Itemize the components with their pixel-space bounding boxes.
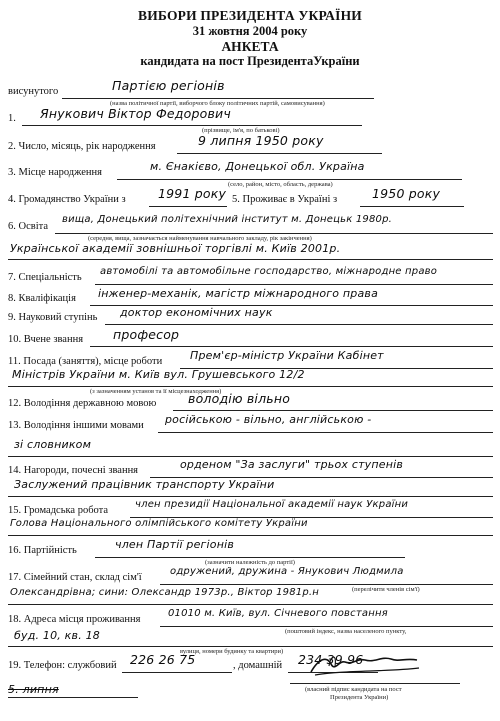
field-10-line: [90, 346, 493, 347]
title-value: професор: [113, 327, 180, 342]
field-7-label: 7. Спеціальність: [8, 272, 82, 283]
field-3-caption: (село, район, місто, область, держава): [228, 181, 333, 188]
party-value: член Партії регіонів: [115, 538, 235, 551]
work-phone-value: 226 26 75: [130, 652, 196, 667]
signature-caption-2: Президента України): [330, 694, 389, 701]
field-14-label: 14. Нагороди, почесні звання: [8, 465, 139, 476]
field-14-line-2: [8, 496, 493, 497]
citizenship-value: 1991 року: [158, 186, 227, 201]
field-19-label-2: , домашній: [233, 660, 283, 671]
field-13-line: [158, 432, 493, 433]
specialty-value: автомобілі та автомобільне господарство, міжнародне право: [100, 266, 438, 277]
field-1-caption: (прізвище, ім'я, по батькові): [202, 127, 280, 134]
qualification-value: інженер-механік, магістр міжнародного права: [98, 287, 379, 300]
nominated-value: Партією регіонів: [112, 78, 225, 93]
field-11-caption: (з зазначенням установ та її місцезнаходження): [90, 388, 222, 395]
field-16-line: [95, 557, 405, 558]
field-15-line-2: [8, 535, 493, 536]
home-phone-value: 234 39 96: [298, 652, 364, 667]
field-3-line: [117, 179, 462, 180]
field-18-line-2: [8, 646, 493, 647]
signing-date: 5. липня: [8, 683, 59, 696]
date-line: [8, 697, 138, 698]
field-4-label: 4. Громадянство України з: [8, 194, 126, 205]
field-6-line-2: [8, 259, 493, 260]
field-17-caption: (перелічити членів сім'ї): [352, 586, 420, 593]
field-17-line-2: [8, 604, 493, 605]
nominated-line: [62, 98, 374, 99]
field-6-label: 6. Освіта: [8, 221, 48, 232]
signature-line: [290, 683, 460, 684]
field-2-label: 2. Число, місяць, рік народження: [8, 141, 156, 152]
languages-value-1: російською - вільно, англійською -: [165, 413, 372, 426]
birthplace-value: м. Єнакієво, Донецької обл. Україна: [150, 160, 365, 173]
field-18-label: 18. Адреса місця проживання: [8, 614, 141, 625]
field-11-line-2: [8, 386, 493, 387]
field-1-label: 1.: [8, 113, 16, 124]
field-8-label: 8. Кваліфікація: [8, 293, 76, 304]
position-value-2: Міністрів України м. Київ вул. Грушевського 12/2: [12, 368, 305, 381]
election-date: 31 жовтня 2004 року: [192, 24, 308, 38]
field-7-line: [95, 284, 493, 285]
field-5-line: [360, 206, 464, 207]
candidate-signature: [305, 650, 425, 680]
field-18-caption-2: вулиця, номери будинку та квартири): [180, 648, 284, 655]
field-11-label: 11. Посада (заняття), місце роботи: [8, 356, 163, 367]
field-5-label: 5. Проживає в Україні з: [232, 194, 338, 205]
address-value-2: буд. 10, кв. 18: [14, 629, 100, 642]
field-18-caption-1: (поштовий індекс, назва населеного пункту,: [285, 628, 407, 635]
field-4-line: [149, 206, 227, 207]
field-17-line: [160, 584, 493, 585]
field-18-line: [160, 626, 493, 627]
state-language-value: володію вільно: [188, 391, 291, 406]
signature-caption-1: (власний підпис кандидата на пост: [305, 686, 402, 693]
field-17-label: 17. Сімейний стан, склад сім'ї: [8, 572, 142, 583]
public-work-value-1: член президії Національної академії наук України: [135, 499, 409, 510]
family-value-2: Олександрівна; сини: Олександр 1973р., Віктор 1981р.н: [10, 587, 320, 598]
awards-value-2: Заслужений працівник транспорту України: [14, 478, 275, 491]
residence-value: 1950 року: [372, 186, 441, 201]
form-title: АНКЕТА: [221, 39, 279, 54]
field-12-line: [173, 410, 493, 411]
field-12-label: 12. Володіння державною мовою: [8, 398, 157, 409]
field-3-label: 3. Місце народження: [8, 167, 102, 178]
field-16-label: 16. Партійність: [8, 545, 77, 556]
election-title: ВИБОРИ ПРЕЗИДЕНТА УКРАЇНИ: [138, 8, 362, 23]
field-1-line: [22, 125, 362, 126]
field-13-label: 13. Володіння іншими мовами: [8, 420, 144, 431]
family-value-1: одружений, дружина - Янукович Людмила: [170, 566, 404, 577]
education-value-1: вища, Донецький політехнічний інститут м. Донецьк 1980р.: [62, 214, 392, 225]
field-16-caption: (зазначити належність до партії): [205, 559, 295, 566]
nominated-label: висунутого: [8, 86, 59, 97]
public-work-value-2: Голова Національного олімпійського комітету України: [10, 518, 308, 529]
address-value-1: 01010 м. Київ, вул. Січневого повстання: [168, 608, 388, 619]
form-subtitle: кандидата на пост ПрезидентаУкраїни: [140, 54, 360, 68]
birth-date-value: 9 липня 1950 року: [198, 133, 324, 148]
field-15-label: 15. Громадська робота: [8, 505, 109, 516]
languages-value-2: зі словником: [14, 438, 92, 451]
field-9-line: [105, 324, 493, 325]
full-name-value: Янукович Віктор Федорович: [40, 106, 231, 121]
nominated-caption: (назва політичної партії, виборчого блоку політичних партій, самовисування): [110, 100, 325, 107]
field-2-line: [177, 153, 382, 154]
field-19-line: [122, 672, 232, 673]
degree-value: доктор економічних наук: [120, 306, 273, 319]
field-13-line-2: [8, 456, 493, 457]
field-19-label: 19. Телефон: службовий: [8, 660, 117, 671]
field-9-label: 9. Науковий ступінь: [8, 312, 98, 323]
education-value-2: Української академії зовнішньої торгівлі м. Київ 2001р.: [10, 242, 341, 255]
awards-value-1: орденом "За заслуги" трьох ступенів: [180, 458, 404, 471]
field-10-label: 10. Вчене звання: [8, 334, 84, 345]
field-6-caption: (середня, вища, зазначається найменування навчального закладу, рік закінчення): [88, 235, 312, 242]
field-6-line: [55, 233, 493, 234]
position-value-1: Прем'єр-міністр України Кабінет: [190, 349, 384, 362]
